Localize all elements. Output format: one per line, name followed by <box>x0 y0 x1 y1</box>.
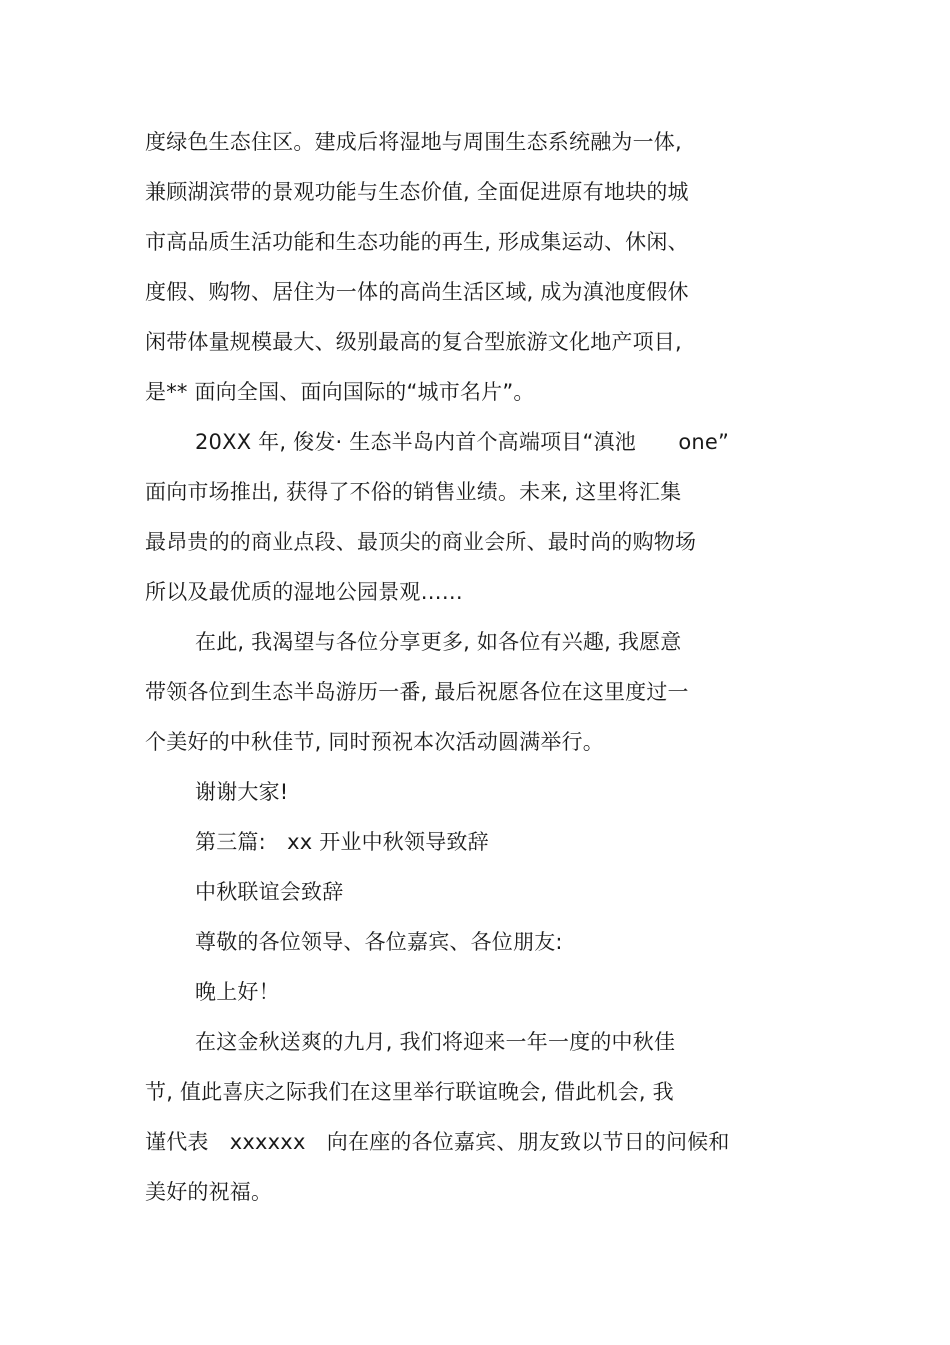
text-line: 度假、购物、居住为一体的高尚生活区域, 成为滇池度假休 <box>145 280 689 304</box>
text-line: 所以及最优质的湿地公园景观…… <box>145 580 463 604</box>
text-line: 在此, 我渴望与各位分享更多, 如各位有兴趣, 我愿意 <box>195 630 682 654</box>
text-line: 个美好的中秋佳节, 同时预祝本次活动圆满举行。 <box>145 730 604 754</box>
subheading: 中秋联谊会致辞 <box>195 880 344 904</box>
text-line: 在这金秋送爽的九月, 我们将迎来一年一度的中秋佳 <box>195 1030 676 1054</box>
text-line: 是** 面向全国、面向国际的“城市名片”。 <box>145 380 535 404</box>
greeting: 晚上好！ <box>195 980 280 1004</box>
text-line: 兼顾湖滨带的景观功能与生态价值, 全面促进原有地块的城 <box>145 180 689 204</box>
text-line: 市高品质生活功能和生态功能的再生, 形成集运动、休闲、 <box>145 230 689 254</box>
text-line: 带领各位到生态半岛游历一番, 最后祝愿各位在这里度过一 <box>145 680 689 704</box>
text-line: 闲带体量规模最大、级别最高的复合型旅游文化地产项目, <box>145 330 682 354</box>
text-line: 谢谢大家! <box>195 780 289 804</box>
text-line: 美好的祝福。 <box>145 1180 273 1204</box>
text-line: 谨代表 xxxxxx 向在座的各位嘉宾、朋友致以节日的问候和 <box>145 1130 730 1154</box>
salutation: 尊敬的各位领导、各位嘉宾、各位朋友: <box>195 930 563 954</box>
text-line: 节, 值此喜庆之际我们在这里举行联谊晚会, 借此机会, 我 <box>145 1080 674 1104</box>
text-line: 度绿色生态住区。建成后将湿地与周围生态系统融为一体, <box>145 130 682 154</box>
section-heading: 第三篇: xx 开业中秋领导致辞 <box>195 830 489 854</box>
text-line: 面向市场推出, 获得了不俗的销售业绩。未来, 这里将汇集 <box>145 480 682 504</box>
text-line: 最昂贵的的商业点段、最顶尖的商业会所、最时尚的购物场 <box>145 530 697 554</box>
text-line: 20XX 年, 俊发· 生态半岛内首个高端项目“滇池 one” <box>195 430 730 454</box>
